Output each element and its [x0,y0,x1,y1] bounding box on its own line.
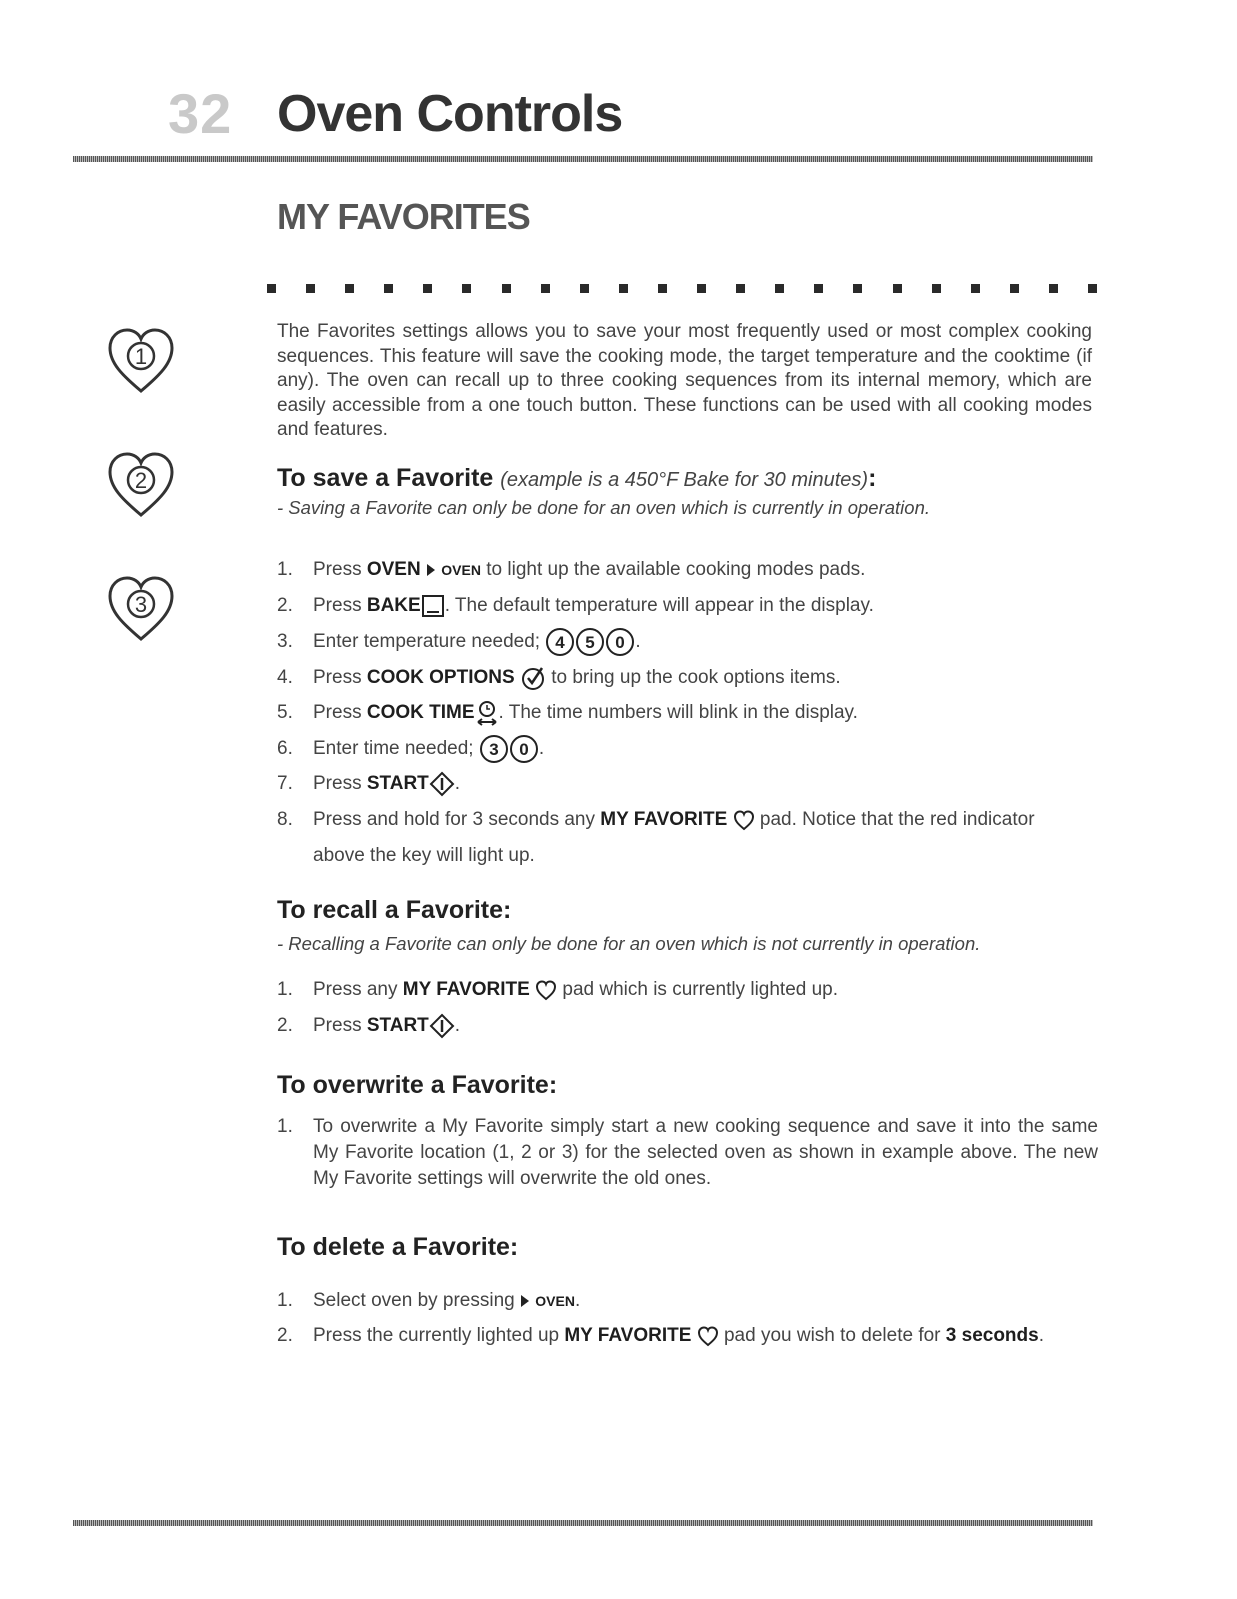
recall-step-2 [277,1008,1097,1044]
digit-5-key-icon [575,627,605,657]
digit-3-key-icon [479,734,509,764]
save-step-3 [277,624,1097,660]
step-text: Press the currently lighted up [313,1325,560,1346]
save-step-8-continued: above the key will light up. [313,845,535,866]
step-text: . [538,738,545,759]
oven-key-label: OVEN [366,559,421,580]
digit-4-key-icon [545,627,575,657]
step-text: . [635,631,641,652]
step-number: 5. [277,702,293,723]
delete-heading: To delete a Favorite: [277,1233,519,1261]
overwrite-step-number: 1. [277,1116,293,1137]
arrow-right-icon [520,1294,530,1308]
bake-key-label: BAKE [366,595,421,616]
step-text: Press [313,1015,362,1036]
step-number: 2. [277,595,293,616]
step-text: pad you wish to delete for [723,1325,941,1346]
delete-step-2 [277,1318,1097,1354]
step-text: Press [313,595,362,616]
save-heading-colon: : [868,464,877,492]
heart-icon [535,979,557,1001]
page-number: 32 [168,82,233,145]
save-step-4 [277,660,1097,696]
overwrite-step-1: To overwrite a My Favorite simply start a new cooking sequence and save it into the same My Favorite location (1, 2 or 3) for the selected oven as shown in example above. The new My Favorite settings will overwrite the old ones. [313,1116,1098,1189]
step-text: . [574,1290,581,1311]
save-step-7 [277,766,1097,802]
footer-rule [73,1520,1093,1526]
step-text: . The time numbers will blink in the display. [498,702,858,723]
svg-text:5: 5 [585,632,596,652]
overwrite-heading: To overwrite a Favorite: [277,1071,558,1099]
bake-icon [421,594,445,618]
svg-text:0: 0 [519,739,529,759]
step-text: . [454,773,461,794]
my-favorite-key-label: MY FAVORITE [600,809,728,830]
start-key-label: START [366,773,429,794]
cook-time-key-label: COOK TIME [366,702,475,723]
step-text: Enter time needed; [313,738,474,759]
step-text: to bring up the cook options items. [551,667,841,688]
heart-icon [733,809,755,831]
favorite-2-label: 2 [134,468,148,493]
step-text: to light up the available cooking modes pads. [486,559,866,580]
step-text: . [454,1015,461,1036]
save-heading [277,463,876,495]
step-text: pad. Notice that the red indicator [759,809,1035,830]
step-text: Press [313,667,362,688]
save-step-2 [277,588,1097,624]
favorite-1-heart-icon [104,323,178,397]
step-text: . [1038,1325,1044,1346]
favorite-2-heart-icon [104,447,178,521]
delete-step-1 [277,1283,1097,1319]
step-number: 7. [277,773,293,794]
favorite-3-label: 3 [134,592,148,617]
start-diamond-icon [429,771,455,797]
checkmark-circle-icon [520,665,546,691]
recall-note: - Recalling a Favorite can only be done for an oven which is not currently in operation. [277,933,981,954]
step-text: Press [313,559,362,580]
svg-text:3: 3 [489,739,499,759]
cook-options-key-label: COOK OPTIONS [366,667,515,688]
save-note: - Saving a Favorite can only be done for an oven which is currently in operation. [277,497,931,518]
favorite-3-heart-icon [104,571,178,645]
oven-select-label: OVEN [535,1293,575,1309]
step-text: pad which is currently lighted up. [562,979,839,1000]
save-step-5 [277,695,1097,731]
start-diamond-icon [429,1013,455,1039]
step-text: Press [313,702,362,723]
step-number: 2. [277,1015,293,1036]
oven-select-label: OVEN [441,562,481,578]
step-number: 8. [277,809,293,830]
start-key-label: START [366,1015,429,1036]
clock-arrows-icon [475,699,499,727]
save-heading-text: To save a Favorite [277,464,494,492]
step-number: 4. [277,667,293,688]
step-number: 2. [277,1325,293,1346]
step-number: 1. [277,559,293,580]
my-favorite-key-label: MY FAVORITE [402,979,530,1000]
section-title: MY FAVORITES [277,196,530,237]
step-number: 3. [277,631,293,652]
svg-text:4: 4 [555,632,566,652]
favorite-1-label: 1 [134,344,148,369]
recall-step-1 [277,972,1097,1008]
step-number: 1. [277,1290,293,1311]
save-step-6 [277,731,1097,767]
step-number: 6. [277,738,293,759]
heart-icon [697,1325,719,1347]
dotted-divider [267,284,1097,293]
step-text: Enter temperature needed; [313,631,541,652]
intro-paragraph: The Favorites settings allows you to save your most frequently used or most complex cooking sequences. This feature will save the cooking mode, the target temperature and the cooktime (if any). The oven can recall up to three cooking sequences from its internal memory, which are easily accessible from a one touch button. These functions can be used with all cooking modes and features. [277,321,1092,440]
my-favorite-key-label: MY FAVORITE [564,1325,692,1346]
step-text: Press and hold for 3 seconds any [313,809,596,830]
step-text: Select oven by pressing [313,1290,515,1311]
save-step-1 [277,552,1097,588]
page-title: Oven Controls [277,85,623,143]
step-text: Press [313,773,362,794]
save-step-8 [277,802,1097,838]
digit-0-key-icon [605,627,635,657]
header-rule [73,156,1093,162]
step-text: . The default temperature will appear in the display. [444,595,874,616]
svg-text:0: 0 [615,632,626,652]
step-number: 1. [277,979,293,1000]
step-text: Press any [313,979,398,1000]
arrow-right-icon [426,563,436,577]
duration-label: 3 seconds [945,1325,1039,1346]
save-example: (example is a 450°F Bake for 30 minutes) [500,469,869,491]
recall-heading: To recall a Favorite: [277,896,512,924]
digit-0-key-icon [509,734,539,764]
